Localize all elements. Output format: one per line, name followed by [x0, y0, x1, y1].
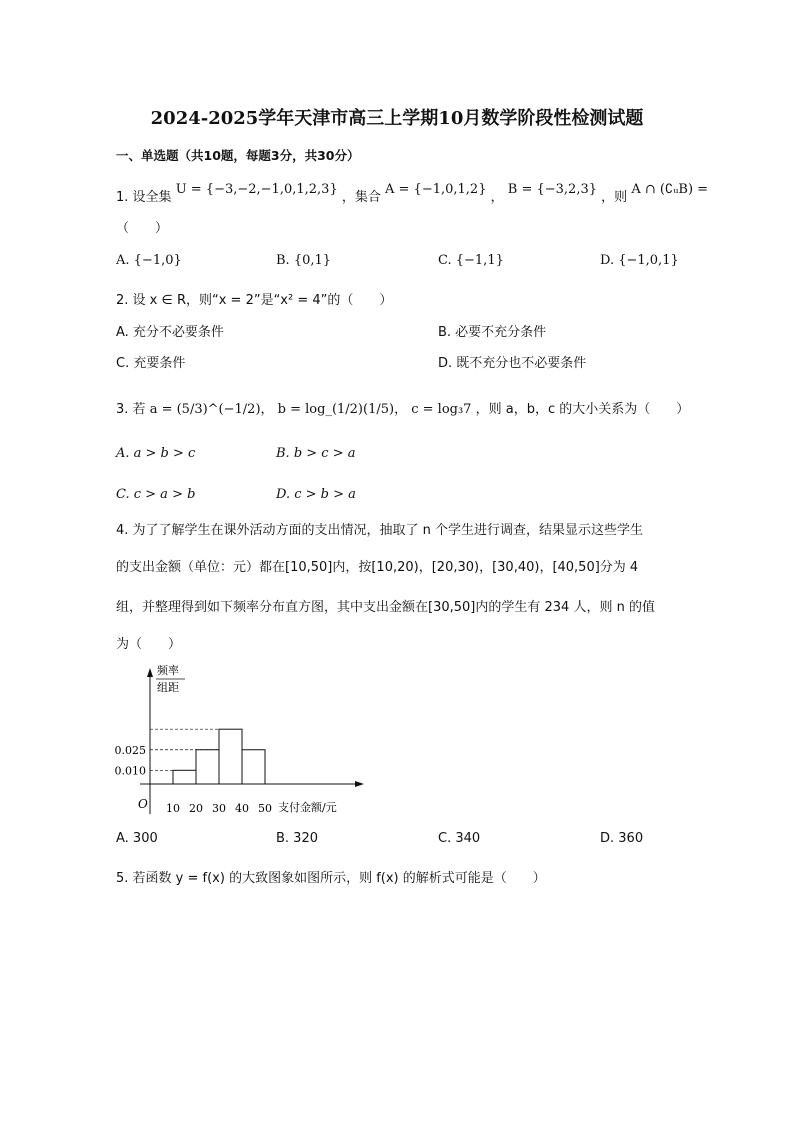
section-heading: 一、单选题（共10题，每题3分，共30分）	[116, 148, 360, 163]
q3-c-def: c = log₃7	[411, 402, 472, 417]
q1-sep: ，	[490, 190, 504, 205]
x-axis-label: 支付金额/元	[278, 801, 337, 814]
question-1	[116, 182, 709, 205]
q3-option-a: A. a > b > c	[116, 446, 196, 461]
q4-line-4: 为（ ）	[116, 637, 182, 652]
q4-option-b: B. 320	[276, 831, 318, 846]
q1-prefix: 1. 设全集	[116, 190, 172, 205]
q4-line-2: 的支出金额（单位：元）都在[10,50]内，按[10,20)，[20,30)，[30,40)，[40,50]分为 4	[116, 560, 639, 575]
histogram-bar	[219, 729, 242, 784]
histogram-bar	[173, 770, 196, 784]
q1-set-b: B = {−3,2,3}	[507, 182, 598, 197]
q1-set-u: U = {−3,−2,−1,0,1,2,3}	[175, 182, 338, 197]
q2-option-a: A. 充分不必要条件	[116, 325, 224, 340]
q3-option-d: D. c > b > a	[276, 487, 356, 502]
q2-option-d: D. 既不充分也不必要条件	[438, 356, 587, 371]
question-5: 5. 若函数 y = f(x) 的大致图象如图所示，则 f(x) 的解析式可能是（ ）	[116, 871, 546, 886]
q1-mid: ，集合	[341, 190, 381, 205]
q4-option-c: C. 340	[438, 831, 481, 846]
q3-a-def: a = (5/3)^(−1/2)	[149, 402, 261, 417]
q2-option-b: B. 必要不充分条件	[438, 325, 547, 340]
q1-option-c: C. {−1,1}	[438, 253, 504, 268]
q3-option-b: B. b > c > a	[276, 446, 356, 461]
ylabel-bottom: 组距	[157, 681, 179, 694]
question-2: 2. 设 x ∈ R，则“x = 2”是“x² = 4”的（ ）	[116, 293, 393, 308]
frequency-histogram	[110, 660, 370, 820]
question-3: 3. 若 a = (5/3)^(−1/2)， b = log_(1/2)(1/5)， c = log₃7 ，则 a，b，c 的大小关系为（ ）	[116, 402, 690, 417]
x-tick-label: 20	[189, 802, 203, 815]
q4-line-3: 组，并整理得到如下频率分布直方图，其中支出金额在[30,50]内的学生有 234 人，则 n 的值	[116, 600, 655, 615]
q1-set-a: A = {−1,0,1,2}	[385, 182, 487, 197]
y-tick-label: 0.025	[114, 743, 146, 757]
origin-label: O	[138, 797, 148, 811]
q1-option-a: A. {−1,0}	[116, 253, 182, 268]
x-tick-label: 30	[212, 802, 226, 815]
y-axis-arrow	[147, 668, 153, 677]
x-tick-label: 40	[235, 802, 249, 815]
q1-option-d: D. {−1,0,1}	[600, 253, 679, 268]
q1-option-b: B. {0,1}	[276, 253, 332, 268]
x-tick-label: 50	[258, 802, 272, 815]
q3-suffix: ，则 a，b，c 的大小关系为（ ）	[475, 402, 690, 417]
ylabel-top: 频率	[157, 664, 179, 677]
q3-b-def: b = log_(1/2)(1/5)	[277, 402, 395, 417]
q1-expression: A ∩ (∁ᵤB) =	[631, 182, 709, 197]
document-title: 2024-2025学年天津市高三上学期10月数学阶段性检测试题	[150, 108, 644, 129]
histogram-bar	[196, 750, 219, 784]
q4-line-1: 4. 为了了解学生在课外活动方面的支出情况，抽取了 n 个学生进行调查，结果显示这些学生	[116, 523, 644, 538]
q3-prefix: 3. 若	[116, 402, 146, 417]
q1-blank: （ ）	[116, 221, 169, 236]
q4-option-d: D. 360	[600, 831, 644, 846]
histogram-bar	[242, 750, 265, 784]
q1-mid2: ，则	[601, 190, 628, 205]
q2-option-c: C. 充要条件	[116, 356, 186, 371]
q4-option-a: A. 300	[116, 831, 158, 846]
y-tick-label: 0.010	[114, 764, 146, 778]
q3-option-c: C. c > a > b	[116, 487, 196, 502]
x-axis-arrow	[355, 781, 364, 787]
x-tick-label: 10	[166, 802, 180, 815]
